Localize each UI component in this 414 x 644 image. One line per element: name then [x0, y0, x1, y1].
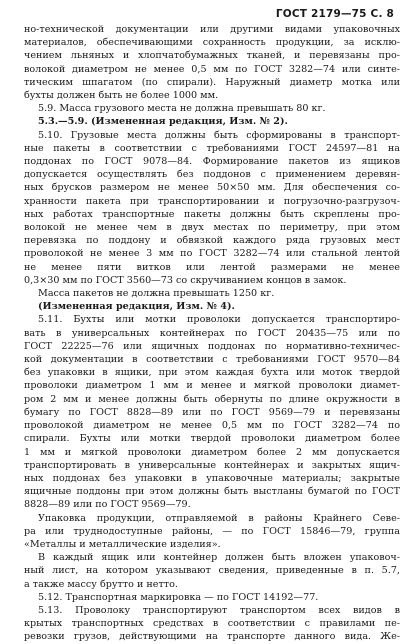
text-line: волокой диаметром не менее 0,5 мм по ГОСТ 3282—74 или синте- [24, 63, 400, 75]
document-body [24, 23, 400, 644]
text-line: ный лист, на котором указывают сведения, приведенные в п. 5.7, [24, 565, 400, 577]
text-line: ных работах транспортные пакеты должны быть скреплены про- [24, 208, 400, 220]
text-line: ных брусков размером не менее 50×50 мм. Для обеспечения со- [24, 182, 400, 194]
text-line: допускается осуществлять без поддонов с применением деревян- [24, 169, 400, 181]
page-header: ГОСТ 2179—75 С. 8 [275, 8, 394, 20]
text-line: вать в универсальных контейнерах по ГОСТ 20435—75 или по [24, 327, 400, 339]
text-line: перевязка по поддону и обвязкой каждого ряда грузовых мест [24, 235, 400, 247]
text-line: материалов, обеспечивающими сохранность продукции, за исклю- [24, 37, 400, 49]
text-line: проволоки диаметром 1 мм и менее и мягкой проволоки диамет- [24, 380, 400, 392]
text-line: а также массу брутто и нетто. [24, 578, 178, 590]
text-line: «Металлы и металлические изделия». [24, 538, 221, 550]
clause-5-13: 5.13. Проволоку транспортируют транспортом всех видов в [38, 604, 400, 616]
text-line: крытых транспортных средствах в соответствии с правилами пе- [24, 618, 400, 630]
text-line: ящичные поддоны при этом должны быть выстланы бумагой по ГОСТ [24, 486, 400, 498]
text-line: ра или труднодоступные районы, — по ГОСТ 15846—79, группа [24, 525, 400, 537]
clause-5-9: 5.9. Масса грузового места не должна превышать 80 кг. [38, 103, 326, 115]
text-line: поддонах по ГОСТ 9078—84. Формирование пакетов из ящиков [24, 156, 400, 168]
text-line: бухты должен быть не более 1000 мм. [24, 90, 219, 102]
text-line: чением льняных и хлопчатобумажных тканей, и перевязаны про- [24, 50, 400, 62]
package-mass-note: Масса пакетов не должна превышать 1250 кг. [38, 288, 275, 300]
text-line: ные пакеты в соответствии с требованиями ГОСТ 24597—81 на [24, 142, 400, 154]
text-line: ревозки грузов, действующими на транспорте данного вида. Же- [24, 631, 400, 643]
text-line: волокой не менее чем в двух местах по периметру, при этом [24, 222, 400, 234]
text-line: 8828—89 или по ГОСТ 9569—79. [24, 499, 191, 511]
text-line: тическим шпагатом (по спирали). Наружный диаметр мотка или [24, 76, 400, 88]
text-line: спирали. Бухты или мотки твердой проволоки диаметром более [24, 433, 400, 445]
text-line: бумагу по ГОСТ 8828—89 или по ГОСТ 9569—79 и перевязаны [24, 406, 400, 418]
text-line: без упаковки в ящики, при этом каждая бухта или моток твердой [24, 367, 400, 379]
text-line: 1 мм и мягкой проволоки диаметром более 2 мм допускается [24, 446, 400, 458]
text-line: ром 2 мм и менее должны быть обернуты по длине окружности в [24, 393, 400, 405]
amendment-note: (Измененная редакция, Изм. № 4). [38, 301, 235, 313]
text-line: транспортировать в универсальные контейнерах и закрытых ящич- [24, 459, 400, 471]
text-line: кой документации в соответствии с требованиями ГОСТ 9570—84 [24, 354, 400, 366]
text-line: хранности пакета при транспортировании и погрузочно-разгрузоч- [24, 195, 400, 207]
text-line: ГОСТ 22225—76 или ящичных поддонах по нормативно-техничес- [24, 340, 400, 352]
text-line: проволокой диаметром не менее 0,5 мм по ГОСТ 3282—74 по [24, 420, 400, 432]
clause-5-10: 5.10. Грузовые места должны быть сформированы в транспорт- [38, 129, 400, 141]
text-line: 0,3×30 мм по ГОСТ 3560—73 со скручиванием концов в замок. [24, 274, 347, 286]
text-line: не менее пяти витков или лентой размерами не менее [24, 261, 400, 273]
text-line: ных поддонах без упаковки в упаковочные материалы; закрытые [24, 472, 400, 484]
amendment-note: 5.3.—5.9. (Измененная редакция, Изм. № 2). [38, 116, 288, 128]
packing-list-paragraph: В каждый ящик или контейнер должен быть вложен упаковоч- [38, 552, 400, 564]
clause-5-11: 5.11. Бухты или мотки проволоки допускается транспортиро- [38, 314, 400, 326]
text-line: проволокой не менее 3 мм по ГОСТ 3282—74 или стальной лентой [24, 248, 400, 260]
text-line: но-технической документации или другими видами упаковочных [24, 24, 400, 35]
clause-5-12: 5.12. Транспортная маркировка — по ГОСТ 14192—77. [38, 591, 319, 603]
northern-packaging-paragraph: Упаковка продукции, отправляемой в районы Крайнего Севе- [38, 512, 400, 524]
